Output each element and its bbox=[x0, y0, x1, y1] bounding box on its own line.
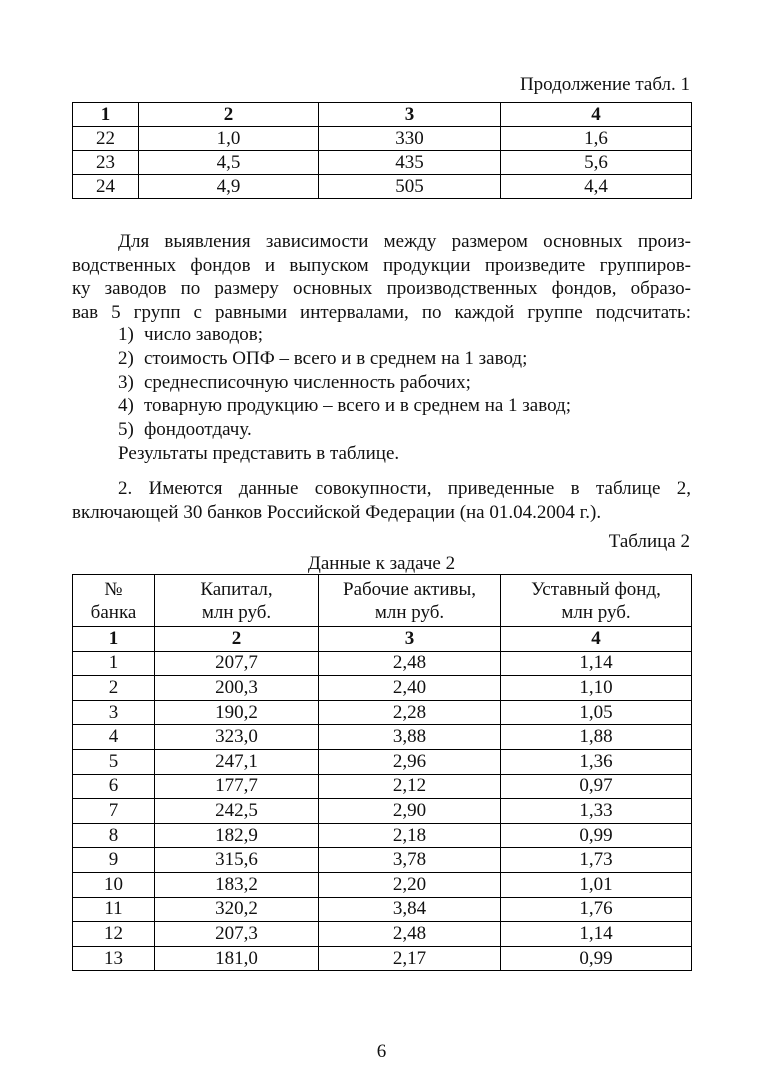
table-cell: 4 bbox=[73, 725, 155, 750]
table1-header-cell: 3 bbox=[319, 103, 501, 127]
table-cell: 3,78 bbox=[319, 848, 501, 873]
table-row bbox=[73, 848, 692, 873]
table2-title: Данные к задаче 2 bbox=[307, 553, 456, 574]
table-cell: 0,99 bbox=[501, 823, 692, 848]
table-cell: 1,6 bbox=[501, 127, 692, 151]
table2-body bbox=[73, 651, 692, 971]
column-header-capital: Капитал, млн руб. bbox=[155, 575, 319, 627]
table-cell: 182,9 bbox=[155, 823, 319, 848]
table-cell: 3,84 bbox=[319, 897, 501, 922]
table-cell: 11 bbox=[73, 897, 155, 922]
paragraph-line: включающей 30 банков Российской Федерации (на 01.04.2004 г.). bbox=[72, 501, 602, 523]
table-cell: 1,10 bbox=[501, 676, 692, 701]
table-cell: 13 bbox=[73, 946, 155, 971]
table-row bbox=[73, 676, 692, 701]
table-cell: 2 bbox=[73, 676, 155, 701]
table-cell: 22 bbox=[73, 127, 139, 151]
table-cell: 2,90 bbox=[319, 799, 501, 824]
table2-label: Таблица 2 bbox=[608, 531, 690, 552]
table-cell: 3 bbox=[319, 627, 501, 652]
table-cell: 2,96 bbox=[319, 749, 501, 774]
table-cell: 7 bbox=[73, 799, 155, 824]
list-item: 1) число заводов; bbox=[118, 324, 264, 345]
table-cell: 1 bbox=[73, 651, 155, 676]
table-cell: 181,0 bbox=[155, 946, 319, 971]
table-row bbox=[73, 651, 692, 676]
table-cell: 4,5 bbox=[139, 151, 319, 175]
table-row bbox=[73, 700, 692, 725]
table-row bbox=[73, 151, 692, 175]
table-cell: 2,48 bbox=[319, 922, 501, 947]
table1-header-cell: 2 bbox=[139, 103, 319, 127]
table-cell: 0,99 bbox=[501, 946, 692, 971]
table-cell: 1,76 bbox=[501, 897, 692, 922]
table-row bbox=[73, 922, 692, 947]
paragraph-grouping-task bbox=[72, 230, 691, 324]
column-header-bank-number: № банка bbox=[73, 575, 155, 627]
table-cell: 183,2 bbox=[155, 872, 319, 897]
table-cell: 1,14 bbox=[501, 922, 692, 947]
table-cell: 247,1 bbox=[155, 749, 319, 774]
table-cell: 1,05 bbox=[501, 700, 692, 725]
table-row bbox=[73, 774, 692, 799]
table-cell: 1 bbox=[73, 627, 155, 652]
table-row bbox=[73, 872, 692, 897]
table2-header-row bbox=[73, 575, 692, 627]
table-cell: 4,4 bbox=[501, 175, 692, 199]
table2 bbox=[72, 574, 692, 971]
paragraph-line: 2. Имеются данные совокупности, приведенные в таблице 2, bbox=[118, 478, 691, 499]
task-list bbox=[118, 323, 571, 466]
table-row bbox=[73, 823, 692, 848]
table-cell: 323,0 bbox=[155, 725, 319, 750]
table-cell: 6 bbox=[73, 774, 155, 799]
table-cell: 207,7 bbox=[155, 651, 319, 676]
table-cell: 1,36 bbox=[501, 749, 692, 774]
table1 bbox=[72, 102, 692, 199]
table-cell: 12 bbox=[73, 922, 155, 947]
table1-header-cell: 1 bbox=[73, 103, 139, 127]
table-cell: 315,6 bbox=[155, 848, 319, 873]
table-cell: 4 bbox=[501, 627, 692, 652]
table-cell: 2,17 bbox=[319, 946, 501, 971]
table-cell: 242,5 bbox=[155, 799, 319, 824]
table-cell: 2,18 bbox=[319, 823, 501, 848]
paragraph-task-2 bbox=[72, 477, 691, 524]
table-row bbox=[73, 725, 692, 750]
table-cell: 9 bbox=[73, 848, 155, 873]
list-item: 5) фондоотдачу. bbox=[118, 419, 252, 441]
paragraph-line: Для выявления зависимости между размером основных произ- bbox=[118, 231, 691, 252]
table-cell: 177,7 bbox=[155, 774, 319, 799]
paragraph-line: ку заводов по размеру основных производственных фондов, образо- bbox=[72, 278, 691, 300]
table-cell: 1,0 bbox=[139, 127, 319, 151]
table-row bbox=[73, 946, 692, 971]
table-cell: 1,01 bbox=[501, 872, 692, 897]
table-cell: 505 bbox=[319, 175, 501, 199]
table-cell: 200,3 bbox=[155, 676, 319, 701]
table-cell: 2,20 bbox=[319, 872, 501, 897]
table-cell: 2,48 bbox=[319, 651, 501, 676]
table-cell: 1,33 bbox=[501, 799, 692, 824]
table1-header-cell: 4 bbox=[501, 103, 692, 127]
table-cell: 2,40 bbox=[319, 676, 501, 701]
table-cell: 5,6 bbox=[501, 151, 692, 175]
list-item: 4) товарную продукцию – всего и в среднем на 1 завод; bbox=[118, 395, 571, 417]
table-cell: 2,12 bbox=[319, 774, 501, 799]
table-cell: 5 bbox=[73, 749, 155, 774]
results-line: Результаты представить в таблице. bbox=[118, 442, 400, 464]
paragraph-line: вав 5 групп с равными интервалами, по каждой группе подсчитать: bbox=[72, 301, 691, 323]
table-cell: 1,14 bbox=[501, 651, 692, 676]
table-row bbox=[73, 127, 692, 151]
table-cell: 24 bbox=[73, 175, 139, 199]
column-header-working-assets: Рабочие активы, млн руб. bbox=[319, 575, 501, 627]
table-cell: 330 bbox=[319, 127, 501, 151]
table-cell: 3,88 bbox=[319, 725, 501, 750]
table-cell: 320,2 bbox=[155, 897, 319, 922]
table1-header-row bbox=[73, 103, 692, 127]
table-cell: 2 bbox=[155, 627, 319, 652]
list-item: 3) среднесписочную численность рабочих; bbox=[118, 371, 471, 393]
table-cell: 207,3 bbox=[155, 922, 319, 947]
column-header-authorized-fund: Уставный фонд, млн руб. bbox=[501, 575, 692, 627]
table-cell: 4,9 bbox=[139, 175, 319, 199]
table-row bbox=[73, 749, 692, 774]
table1-caption: Продолжение табл. 1 bbox=[519, 74, 690, 95]
table-cell: 435 bbox=[319, 151, 501, 175]
table-cell: 10 bbox=[73, 872, 155, 897]
table2-number-row bbox=[73, 627, 692, 652]
table-cell: 1,88 bbox=[501, 725, 692, 750]
paragraph-line: водственных фондов и выпуском продукции произведите группиров- bbox=[72, 254, 691, 276]
table-cell: 3 bbox=[73, 700, 155, 725]
list-item: 2) стоимость ОПФ – всего и в среднем на 1 завод; bbox=[118, 347, 528, 369]
table-row bbox=[73, 897, 692, 922]
page-number: 6 bbox=[376, 1041, 387, 1062]
table-cell: 0,97 bbox=[501, 774, 692, 799]
table-row bbox=[73, 175, 692, 199]
table-cell: 1,73 bbox=[501, 848, 692, 873]
table-row bbox=[73, 799, 692, 824]
table-cell: 190,2 bbox=[155, 700, 319, 725]
table-cell: 8 bbox=[73, 823, 155, 848]
table-cell: 2,28 bbox=[319, 700, 501, 725]
table-cell: 23 bbox=[73, 151, 139, 175]
